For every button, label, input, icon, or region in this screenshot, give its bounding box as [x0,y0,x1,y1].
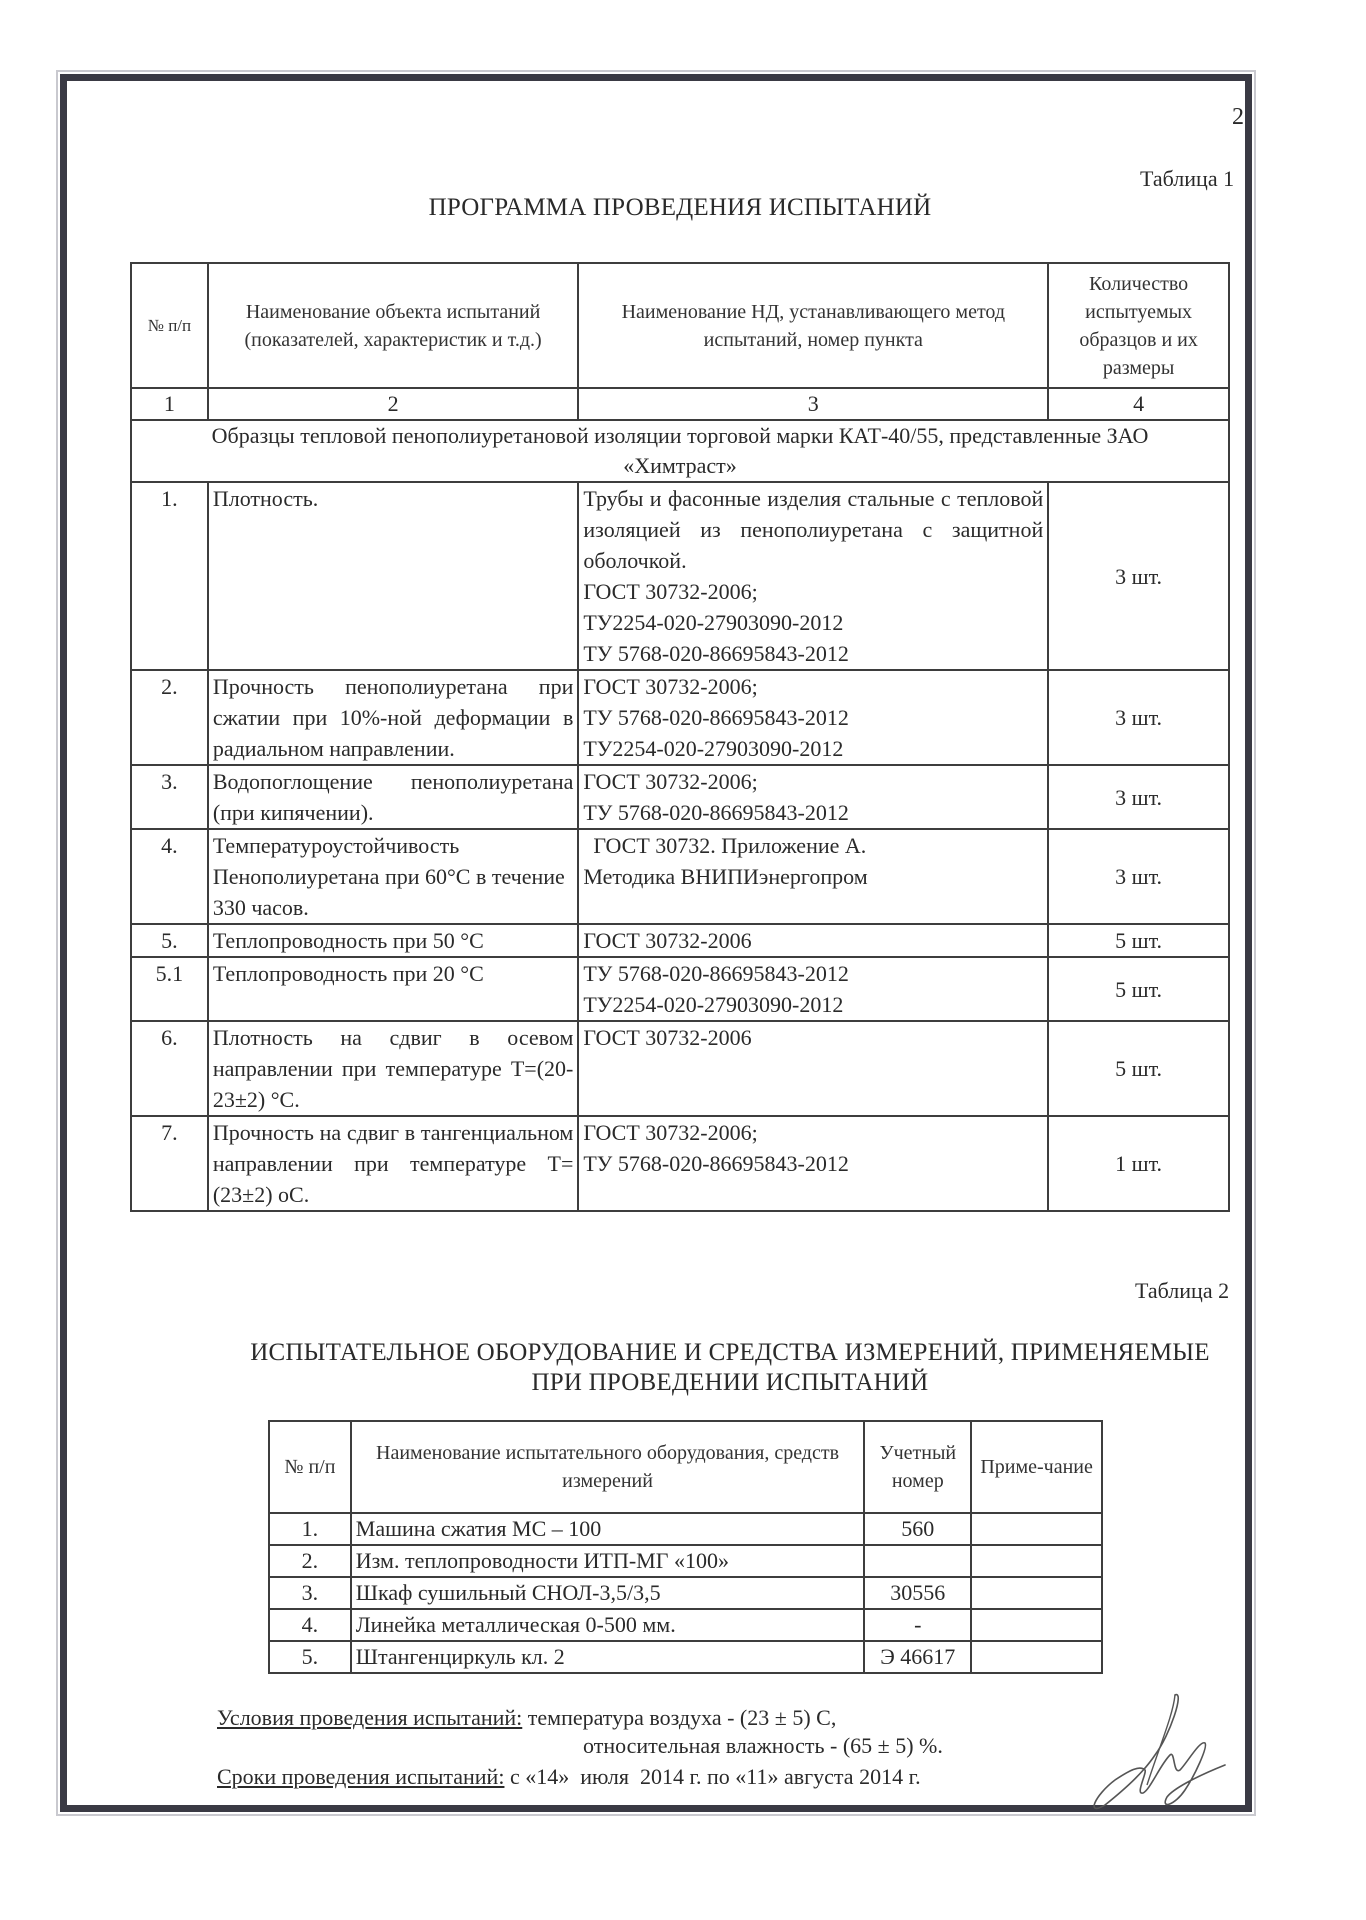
row-account-number: 560 [864,1513,971,1545]
nd-line: ТУ2254-020-27903090-2012 [583,610,844,635]
header-object: Наименование объекта испытаний (показателей, характеристик и т.д.) [208,263,579,388]
table-row [131,957,1229,1021]
row-num: 1. [269,1513,351,1545]
header-num: № п/п [269,1421,351,1513]
table-row [269,1513,1102,1545]
row-nd [578,670,1048,765]
nd-line: ТУ 5768-020-86695843-2012 [583,1151,849,1176]
row-equipment: Штангенциркуль кл. 2 [351,1641,865,1673]
nd-line: ГОСТ 30732-2006 [583,1025,752,1050]
row-num: 5.1 [131,957,208,1021]
table-row [269,1545,1102,1577]
nd-line: ГОСТ 30732-2006; [583,769,758,794]
row-num: 5. [131,924,208,957]
row-nd [578,957,1048,1021]
table-row [131,1021,1229,1116]
terms-label: Сроки проведения испытаний: [217,1764,505,1789]
row-equipment: Изм. теплопроводности ИТП-МГ «100» [351,1545,865,1577]
table1-label: Таблица 1 [1140,166,1235,191]
row-object: Прочность на сдвиг в тангенциальном направлении при температуре Т=(23±2) оС. [208,1116,579,1211]
row-num: 4. [131,829,208,924]
row-account-number: - [864,1609,971,1641]
header-note: Приме-чание [971,1421,1102,1513]
table-row [269,1641,1102,1673]
signature-icon [1075,1685,1245,1825]
row-nd [578,924,1048,957]
row-object: Температуроустойчивость Пенополиуретана при 60°С в течение 330 часов. [208,829,579,924]
table-row [131,1116,1229,1211]
row-qty: 5 шт. [1048,1021,1229,1116]
row-note [971,1577,1102,1609]
table2-label: Таблица 2 [1135,1278,1230,1303]
table-row [269,1577,1102,1609]
column-numbers-row [131,388,1229,420]
row-qty: 1 шт. [1048,1116,1229,1211]
column-number: 1 [131,388,208,420]
row-qty: 5 шт. [1048,957,1229,1021]
nd-line: ТУ 5768-020-86695843-2012 [583,961,849,986]
conditions-terms [217,1762,921,1792]
nd-line: ТУ 5768-020-86695843-2012 [583,800,849,825]
nd-line: ТУ 5768-020-86695843-2012 [583,705,849,730]
row-num: 3. [131,765,208,829]
row-account-number [864,1545,971,1577]
table-row [131,670,1229,765]
conditions-temperature: температура воздуха - (23 ± 5) С, [527,1705,837,1730]
header-account-number: Учетный номер [864,1421,971,1513]
nd-line: ГОСТ 30732. Приложение А. [593,833,867,858]
row-num: 5. [269,1641,351,1673]
row-object: Плотность на сдвиг в осевом направлении при температуре Т=(20-23±2) °С. [208,1021,579,1116]
header-num: № п/п [131,263,208,388]
row-nd [578,1116,1048,1211]
nd-line: ГОСТ 30732-2006 [583,928,752,953]
row-equipment: Линейка металлическая 0-500 мм. [351,1609,865,1641]
table1-title: ПРОГРАММА ПРОВЕДЕНИЯ ИСПЫТАНИЙ [428,194,932,221]
table-row [131,765,1229,829]
table-row [131,482,1229,670]
table2-title-line1: ИСПЫТАТЕЛЬНОЕ ОБОРУДОВАНИЕ И СРЕДСТВА ИЗМЕРЕНИЙ, ПРИМЕНЯЕМЫЕ [250,1339,1210,1366]
row-qty: 3 шт. [1048,670,1229,765]
row-nd [578,765,1048,829]
nd-line: ТУ2254-020-27903090-2012 [583,992,844,1017]
row-account-number: Э 46617 [864,1641,971,1673]
header-nd: Наименование НД, устанавливающего метод испытаний, номер пункта [578,263,1048,388]
conditions-label: Условия проведения испытаний: [217,1705,523,1730]
row-num: 1. [131,482,208,670]
row-num: 2. [131,670,208,765]
column-number: 3 [578,388,1048,420]
row-num: 6. [131,1021,208,1116]
row-qty: 3 шт. [1048,829,1229,924]
row-note [971,1641,1102,1673]
row-account-number: 30556 [864,1577,971,1609]
header-qty: Количество испытуемых образцов и их размеры [1048,263,1229,388]
row-nd [578,829,1048,924]
row-equipment: Шкаф сушильный СНОЛ-3,5/3,5 [351,1577,865,1609]
row-note [971,1545,1102,1577]
row-qty: 3 шт. [1048,482,1229,670]
table1-header-row [131,263,1229,388]
row-qty: 3 шт. [1048,765,1229,829]
terms-value: с «14» июля 2014 г. по «11» августа 2014 г. [509,1764,921,1789]
test-program-table [130,262,1230,1212]
column-number: 2 [208,388,579,420]
row-num: 7. [131,1116,208,1211]
row-object: Плотность. [208,482,579,670]
row-note [971,1609,1102,1641]
nd-line: ТУ 5768-020-86695843-2012 [583,641,849,666]
row-nd [578,1021,1048,1116]
sample-group-row [131,420,1229,482]
row-equipment: Машина сжатия МС – 100 [351,1513,865,1545]
row-note [971,1513,1102,1545]
row-num: 3. [269,1577,351,1609]
table-row [131,829,1229,924]
row-qty: 5 шт. [1048,924,1229,957]
column-number: 4 [1048,388,1229,420]
table2-title-line2: ПРИ ПРОВЕДЕНИИ ИСПЫТАНИЙ [531,1369,929,1396]
header-equipment: Наименование испытательного оборудования, средств измерений [351,1421,865,1513]
table2-header-row [269,1421,1102,1513]
nd-line: ГОСТ 30732-2006; [583,579,758,604]
sample-group-text: Образцы тепловой пенополиуретановой изоляции торговой марки КАТ-40/55, представленные ЗАО «Химтраст» [131,420,1229,482]
row-object: Водопоглощение пенополиуретана (при кипячении). [208,765,579,829]
equipment-table [268,1420,1103,1674]
row-object: Теплопроводность при 50 °С [208,924,579,957]
nd-line: ГОСТ 30732-2006; [583,674,758,699]
nd-line: ТУ2254-020-27903090-2012 [583,736,844,761]
row-object: Теплопроводность при 20 °С [208,957,579,1021]
nd-line: ГОСТ 30732-2006; [583,1120,758,1145]
nd-line: Методика ВНИПИэнергопром [583,864,868,889]
row-nd [578,482,1048,670]
row-num: 4. [269,1609,351,1641]
table-row [131,924,1229,957]
conditions-humidity: относительная влажность - (65 ± 5) %. [583,1733,943,1758]
table-row [269,1609,1102,1641]
nd-line: Трубы и фасонные изделия стальные с тепловой изоляцией из пенополиуретана с защитной оболочкой. [583,486,1044,573]
page-number: 2 [1232,104,1244,130]
row-object: Прочность пенополиуретана при сжатии при 10%-ной деформации в радиальном направлении. [208,670,579,765]
row-num: 2. [269,1545,351,1577]
conditions-line1 [217,1703,836,1733]
